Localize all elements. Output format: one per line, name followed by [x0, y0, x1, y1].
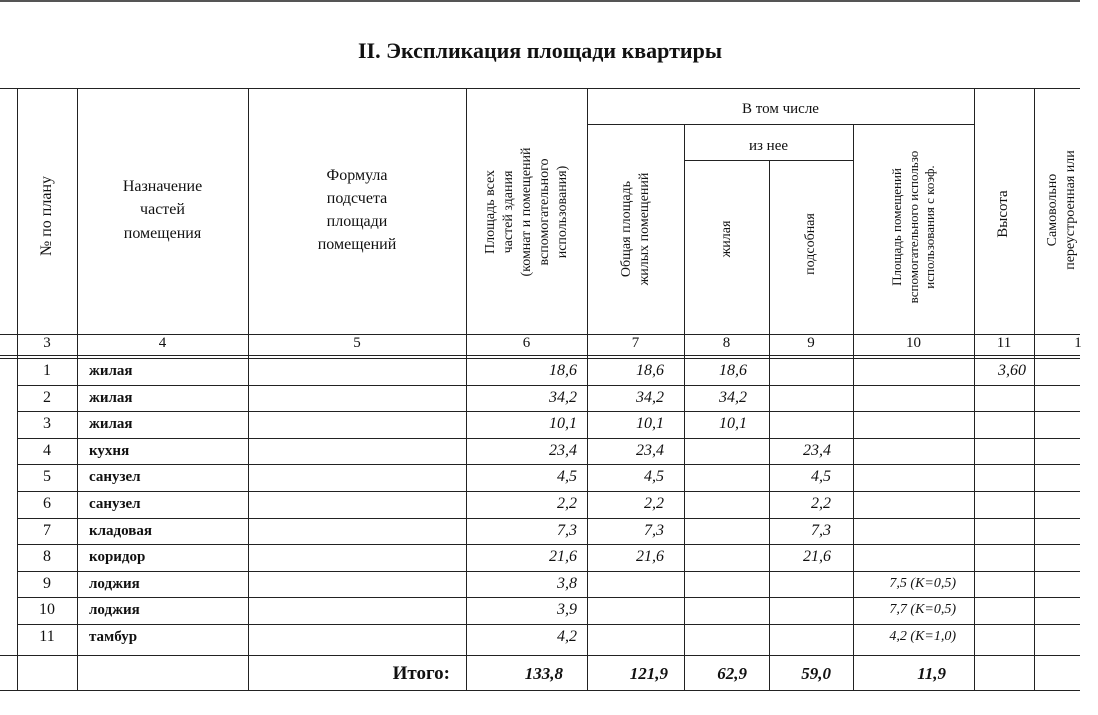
row-auxiliary: 23,4 [803, 441, 831, 459]
row-living-total: 34,2 [636, 388, 664, 406]
header-line: Площадь всех [482, 169, 498, 255]
totals-living-total: 121,9 [629, 664, 668, 683]
header-line: использования) [554, 165, 570, 259]
row-aux-coef [853, 385, 956, 411]
header-line: частей здания [500, 170, 516, 254]
header-line: Общая площадь [618, 180, 634, 278]
row-living [684, 438, 747, 464]
row-total-area: 21,6 [549, 548, 577, 566]
row-living-total [587, 597, 664, 623]
header-line: подсчета [326, 189, 388, 207]
header-line: помещений [317, 236, 397, 254]
row-total-area: 4,5 [557, 468, 577, 486]
row-room-name: лоджия [89, 602, 140, 619]
row-living-total: 10,1 [636, 415, 664, 433]
row-auxiliary [769, 385, 831, 411]
row-aux-coef: 7,5 (К=0,5) [889, 575, 956, 591]
header-total-area [468, 94, 586, 330]
row-plan-number: 8 [43, 548, 51, 566]
row-aux-coef: 7,7 (К=0,5) [889, 602, 956, 618]
header-line: частей [140, 201, 185, 219]
row-total-area: 4,2 [557, 628, 577, 645]
row-aux-coef [853, 491, 956, 517]
header-line: площади [326, 213, 388, 230]
header-room-purpose [77, 165, 248, 255]
row-plan-number: 11 [39, 628, 55, 645]
row-room-name: санузел [89, 496, 141, 512]
grid-line [1034, 88, 1035, 690]
totals-auxiliary: 59,0 [801, 664, 831, 683]
row-room-name: жилая [89, 389, 133, 406]
row-aux-coef [853, 411, 956, 437]
row-total-area: 18,6 [549, 362, 577, 379]
row-height [974, 518, 1026, 544]
header-line: Площадь помещений [888, 168, 904, 286]
column-number: 6 [522, 335, 531, 351]
header-of-which: из нее [748, 138, 789, 155]
header-line: (комнат и помещений [518, 147, 534, 277]
row-height: 3,60 [998, 362, 1026, 379]
row-height [974, 597, 1026, 623]
header-line: Формула [326, 166, 388, 184]
row-living-total: 23,4 [636, 441, 664, 459]
column-number: 10 [906, 335, 921, 351]
row-auxiliary: 2,2 [811, 495, 831, 512]
row-living [684, 571, 747, 597]
totals-aux-coef: 11,9 [917, 664, 946, 683]
row-room-name: коридор [89, 549, 146, 566]
column-number: 11 [996, 335, 1012, 351]
row-room-name: санузел [89, 469, 141, 486]
row-living-total: 7,3 [644, 521, 664, 539]
row-height [974, 544, 1026, 570]
row-height [974, 438, 1026, 464]
header-living: жилая [718, 220, 734, 258]
row-living-total: 21,6 [636, 548, 664, 566]
row-living: 18,6 [719, 362, 747, 379]
row-room-name: кладовая [89, 522, 152, 539]
row-room-name: жилая [89, 416, 133, 433]
header-line: вспомогательного использо [905, 150, 921, 304]
column-number: 7 [631, 335, 640, 351]
row-room-name: жилая [89, 363, 133, 379]
row-auxiliary: 7,3 [811, 521, 831, 539]
header-line: помещения [123, 224, 202, 242]
row-auxiliary [769, 411, 831, 437]
grid-line [0, 355, 1080, 356]
column-number: 4 [158, 335, 167, 351]
row-height [974, 464, 1026, 490]
row-living [684, 518, 747, 544]
header-unauthorized [1039, 110, 1085, 310]
header-height: Высота [995, 190, 1012, 238]
row-height [974, 624, 1026, 650]
row-living: 34,2 [719, 388, 747, 406]
row-living [684, 544, 747, 570]
top-border [0, 0, 1080, 2]
totals-total-area: 133,8 [524, 664, 563, 683]
column-number: 9 [807, 335, 815, 351]
totals-living: 62,9 [717, 664, 747, 683]
row-height [974, 385, 1026, 411]
header-plan-number: № по плану [37, 175, 55, 257]
row-living [684, 464, 747, 490]
row-total-area: 3,9 [557, 601, 577, 619]
row-living-total [587, 571, 664, 597]
row-living-total [587, 624, 664, 650]
row-plan-number: 10 [39, 601, 55, 619]
row-living-total: 2,2 [644, 495, 664, 512]
row-plan-number: 4 [43, 441, 51, 459]
row-plan-number: 5 [43, 468, 51, 486]
row-height [974, 411, 1026, 437]
row-living [684, 597, 747, 623]
row-aux-coef [853, 544, 956, 570]
row-total-area: 2,2 [557, 495, 577, 512]
totals-label: Итого: [392, 663, 450, 684]
grid-line [0, 88, 1080, 89]
row-living [684, 624, 747, 650]
row-room-name: лоджия [89, 575, 140, 592]
row-room-name: кухня [89, 442, 130, 459]
row-plan-number: 7 [43, 521, 51, 539]
column-number: 1 [1074, 335, 1082, 351]
row-auxiliary [769, 358, 831, 384]
column-number: 3 [43, 335, 51, 351]
row-room-name: тамбур [89, 629, 138, 645]
header-including: В том числе [742, 101, 819, 118]
header-area-formula [248, 160, 466, 260]
row-auxiliary [769, 597, 831, 623]
column-number: 8 [722, 335, 731, 351]
row-plan-number: 9 [43, 574, 51, 592]
row-living-total: 18,6 [636, 362, 664, 379]
row-total-area: 34,2 [549, 388, 577, 406]
row-auxiliary [769, 624, 831, 650]
row-height [974, 571, 1026, 597]
row-living-total: 4,5 [644, 468, 664, 486]
row-plan-number: 6 [43, 495, 51, 512]
row-height [974, 491, 1026, 517]
header-line: переустроенная или [1063, 150, 1078, 270]
row-living: 10,1 [719, 415, 747, 433]
column-number: 5 [353, 335, 361, 351]
header-line: Самовольно [1044, 173, 1060, 247]
row-total-area: 7,3 [557, 521, 577, 539]
row-aux-coef [853, 464, 956, 490]
row-aux-coef [853, 438, 956, 464]
row-plan-number: 2 [43, 388, 51, 406]
header-line: вспомогательного [536, 158, 552, 266]
header-aux-coef [874, 127, 954, 327]
header-auxiliary: подсобная [802, 213, 818, 275]
row-total-area: 3,8 [557, 574, 577, 592]
row-aux-coef: 4,2 (К=1,0) [889, 629, 956, 644]
row-plan-number: 1 [43, 362, 51, 379]
row-auxiliary: 21,6 [803, 548, 831, 566]
page-title: II. Экспликация площади квартиры [357, 38, 723, 63]
header-living-total [606, 129, 666, 329]
header-line: Назначение [122, 178, 203, 196]
header-line: жилых помещений [636, 172, 652, 286]
row-total-area: 10,1 [549, 415, 577, 433]
row-aux-coef [853, 358, 956, 384]
row-aux-coef [853, 518, 956, 544]
row-auxiliary [769, 571, 831, 597]
header-line: использования с коэф. [921, 165, 937, 289]
grid-line [587, 124, 974, 125]
row-living [684, 491, 747, 517]
row-plan-number: 3 [43, 415, 51, 433]
row-total-area: 23,4 [549, 441, 577, 459]
row-auxiliary: 4,5 [811, 468, 831, 486]
